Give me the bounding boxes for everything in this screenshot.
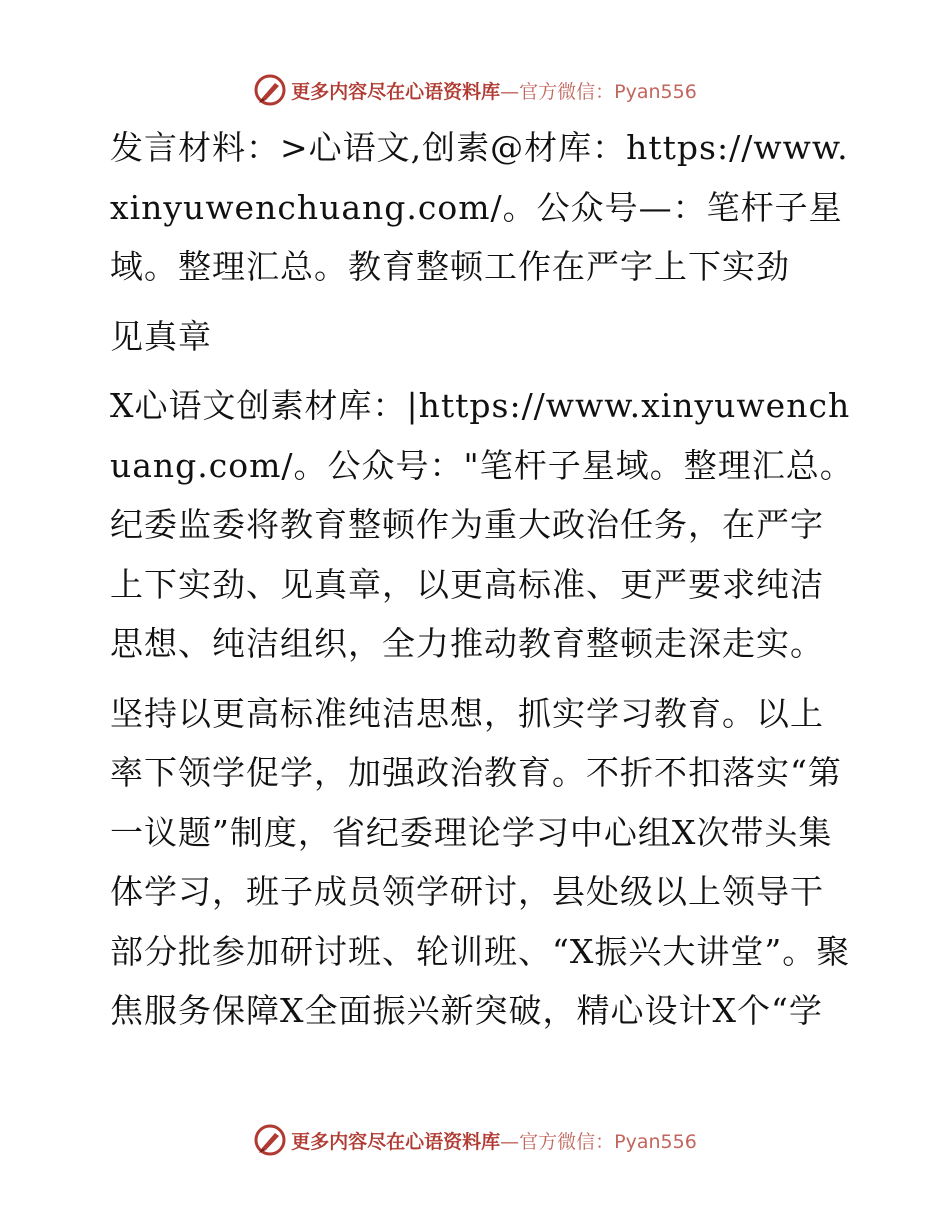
brand-logo-icon <box>253 1123 287 1157</box>
paragraph-1: 发言材料：>心语文,创素@材库：https://www.xinyuwenchuang.com/。公众号—：笔杆子星域。整理汇总。教育整顿工作在严字上下实劲 <box>110 128 849 286</box>
paragraph-3: X心语文创素材库：|https://www.xinyuwenchuang.com/。公众号："笔杆子星域。整理汇总。纪委监委将教育整顿作为重大政治任务，在严字上下实劲、见真章，以更高标准、更严要求纯洁思想、纯洁组织，全力推动教育整顿走深走实。 <box>110 386 854 663</box>
banner-main-text: 更多内容尽在心语资料库 <box>291 80 501 103</box>
header-watermark-banner <box>0 70 950 110</box>
footer-watermark-banner <box>0 1120 950 1160</box>
banner-main-text: 更多内容尽在心语资料库 <box>291 1130 501 1153</box>
banner-text <box>291 77 697 104</box>
paragraph-2: 见真章 <box>110 316 212 356</box>
banner-sub-text: —官方微信：Pyan556 <box>500 80 697 103</box>
document-body <box>96 118 856 1041</box>
paragraph-4: 坚持以更高标准纯洁思想，抓实学习教育。以上率下领学促学，加强政治教育。不折不扣落实“第一议题”制度，省纪委理论学习中心组X次带头集体学习，班子成员领学研讨，县处级以上领导干部分批参加研讨班、轮训班、“X振兴大讲堂”。聚焦服务保障X全面振兴新突破，精心设计X个“学 <box>110 693 851 1030</box>
banner-sub-text: —官方微信：Pyan556 <box>500 1130 697 1153</box>
brand-logo-icon <box>253 73 287 107</box>
banner-text <box>291 1127 697 1154</box>
